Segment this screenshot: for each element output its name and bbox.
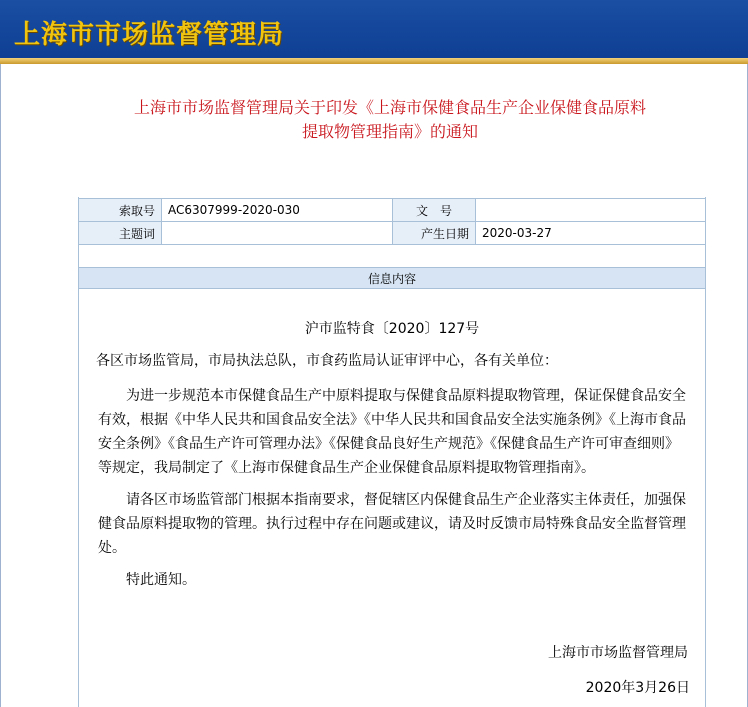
index-value: AC6307999-2020-030 — [162, 199, 393, 222]
table-row — [79, 222, 706, 245]
paragraph-1: 为进一步规范本市保健食品生产中原料提取与保健食品原料提取物管理，保证保健食品安全有效，根据《中华人民共和国食品安全法》《中华人民共和国食品安全法实施条例》《上海市食品安全条例》《食品生产许可管理办法》《保健食品良好生产规范》《保健食品生产许可审查细则》等规定，我局制定了《上海市保健食品生产企业保健食品原料提取物管理指南》。 — [98, 388, 686, 476]
date-value: 2020-03-27 — [476, 222, 706, 245]
metadata-table — [78, 198, 706, 289]
salutation: 各区市场监管局，市局执法总队，市食药监局认证审评中心，各有关单位： — [96, 353, 558, 369]
docno-label: 文 号 — [393, 199, 476, 222]
sign-date: 2020年3月26日 — [585, 680, 690, 696]
topic-value — [162, 222, 393, 245]
index-label: 索取号 — [79, 199, 162, 222]
notice-title-line2: 提取物管理指南》的通知 — [301, 122, 478, 141]
site-logo-title[interactable]: 上海市市场监督管理局 — [14, 20, 285, 50]
docno-value — [476, 199, 706, 222]
page-border-left — [0, 64, 1, 707]
paragraph-2: 请各区市场监管部门根据本指南要求，督促辖区内保健食品生产企业落实主体责任，加强保健食品原料提取物的管理。执行过程中存在问题或建议，请及时反馈市局特殊食品安全监督管理处。 — [98, 492, 686, 556]
banner-divider — [0, 58, 748, 64]
notice-title-line1: 上海市市场监督管理局关于印发《上海市保健食品生产企业保健食品原料 — [133, 98, 646, 117]
paragraph-3: 特此通知。 — [126, 572, 196, 588]
document-number: 沪市监特食〔2020〕127号 — [304, 321, 480, 337]
site-banner — [0, 0, 748, 64]
date-label: 产生日期 — [393, 222, 476, 245]
table-row — [79, 245, 706, 268]
section-heading: 信息内容 — [79, 268, 706, 289]
table-row — [79, 199, 706, 222]
topic-label: 主题词 — [79, 222, 162, 245]
table-row — [79, 268, 706, 289]
blank-row — [79, 245, 706, 268]
notice-title — [60, 96, 720, 144]
signature: 上海市市场监督管理局 — [548, 645, 688, 661]
